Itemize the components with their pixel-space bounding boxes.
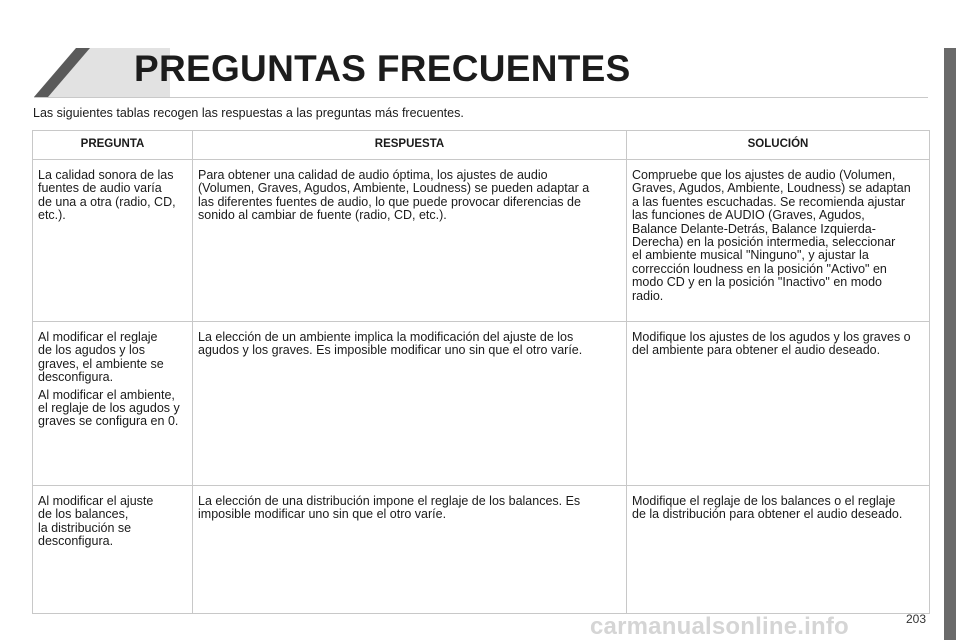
table-row — [33, 322, 930, 486]
solucion-text: Modifique los ajustes de los agudos y los graves o del ambiente para obtener el audio deseado. — [632, 330, 911, 358]
column-header-respuesta: RESPUESTA — [193, 131, 627, 160]
pregunta-text: Al modificar el ambiente, el reglaje de los agudos y graves se configura en 0. — [38, 387, 180, 429]
pregunta-cell — [33, 486, 193, 614]
table-header-row — [33, 131, 930, 160]
solucion-cell — [627, 160, 930, 322]
intro-text: Las siguientes tablas recogen las respuestas a las preguntas más frecuentes. — [33, 106, 464, 120]
respuesta-cell — [193, 322, 627, 486]
column-header-pregunta: PREGUNTA — [33, 131, 193, 160]
pregunta-text: Al modificar el ajuste de los balances, la distribución se desconfigura. — [38, 494, 154, 549]
solucion-cell — [627, 322, 930, 486]
page-number: 203 — [906, 612, 927, 626]
solucion-text: Compruebe que los ajustes de audio (Volumen, Graves, Agudos, Ambiente, Loudness) se adaptan a las fuentes escuchadas. Se recomienda ajustar las funciones de AUDIO (Graves, Agudos, Balance Delante-Detrás, Balance Izquierda- Derecha) en la posición intermedia, seleccionar el ambiente musical "Ninguno", y ajustar la corrección loudness en la posición "Activo" en modo CD y en la posición "Inactivo" en modo radio. — [632, 168, 911, 303]
respuesta-text: La elección de una distribución impone el reglaje de los balances. Es imposible modificar uno sin que el otro varíe. — [198, 494, 581, 522]
table-row — [33, 160, 930, 322]
respuesta-text: La elección de un ambiente implica la modificación del ajuste de los agudos y los graves. Es imposible modificar uno sin que el otro varíe. — [198, 330, 583, 358]
title-underline — [34, 97, 928, 98]
solucion-text: Modifique el reglaje de los balances o el reglaje de la distribución para obtener el audio deseado. — [632, 494, 903, 522]
faq-table — [32, 130, 930, 614]
table-row — [33, 486, 930, 614]
respuesta-cell — [193, 160, 627, 322]
pregunta-cell — [33, 322, 193, 486]
pregunta-cell — [33, 160, 193, 322]
respuesta-cell — [193, 486, 627, 614]
column-header-solucion: SOLUCIÓN — [627, 131, 930, 160]
solucion-cell — [627, 486, 930, 614]
page-edge-bar — [944, 48, 956, 640]
page-title: PREGUNTAS FRECUENTES — [134, 48, 631, 89]
pregunta-text: Al modificar el reglaje de los agudos y los graves, el ambiente se desconfigura. — [38, 330, 164, 385]
pregunta-text: La calidad sonora de las fuentes de audio varía de una a otra (radio, CD, etc.). — [38, 168, 176, 223]
respuesta-text: Para obtener una calidad de audio óptima, los ajustes de audio (Volumen, Graves, Agudos, Ambiente, Loudness) se pueden adaptar a las diferentes fuentes de audio, lo que puede provocar diferencias de sonido al cambiar de fuente (radio, CD, etc.). — [198, 168, 590, 223]
watermark: carmanualsonline.info — [590, 613, 849, 640]
